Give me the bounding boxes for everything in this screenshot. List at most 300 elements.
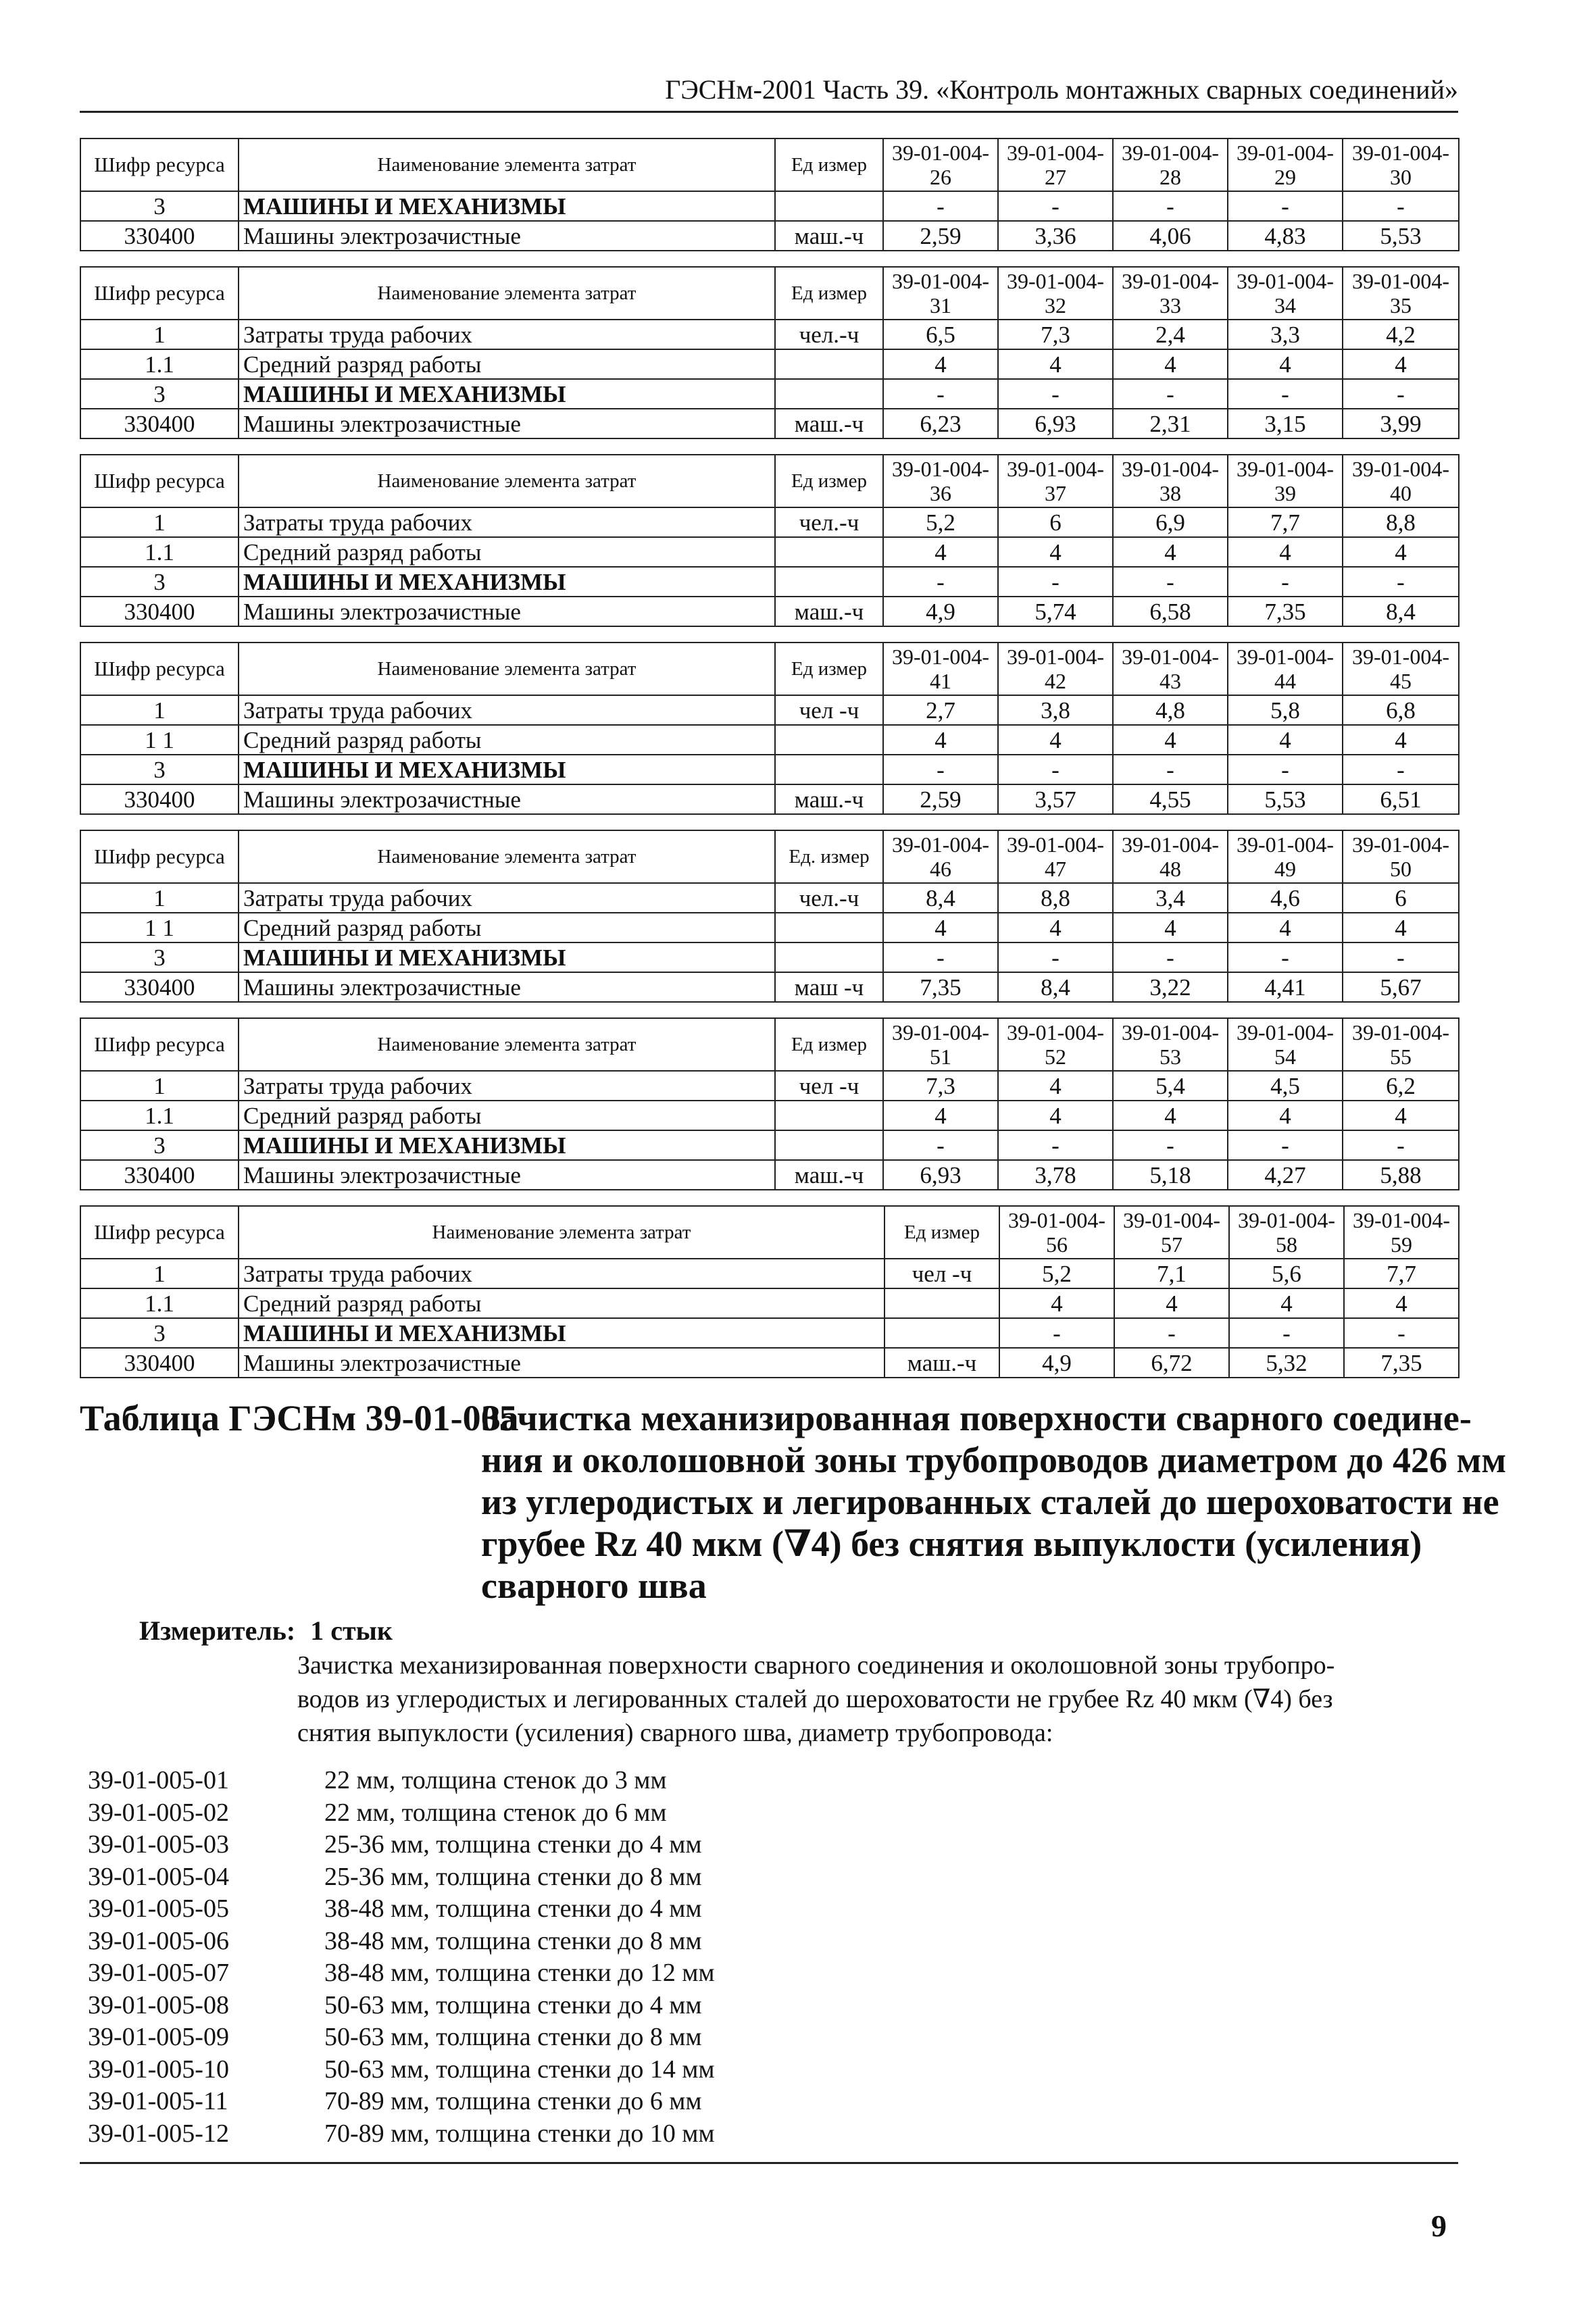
element-name-cell: МАШИНЫ И МЕХАНИЗМЫ xyxy=(239,379,775,409)
header-element-name: Наименование элемента затрат xyxy=(239,643,775,695)
header-unit: Ед измер xyxy=(775,455,883,507)
value-cell: 3,99 xyxy=(1343,409,1459,438)
element-name-cell: МАШИНЫ И МЕХАНИЗМЫ xyxy=(239,1130,775,1160)
value-cell: 4,5 xyxy=(1228,1071,1343,1101)
value-cell: - xyxy=(1228,1130,1343,1160)
value-cell: 4 xyxy=(1114,1288,1229,1318)
unit-cell xyxy=(775,913,883,942)
value-cell: 5,53 xyxy=(1228,784,1343,814)
value-cell: 4 xyxy=(1343,913,1459,942)
header-resource-code: Шифр ресурса xyxy=(80,139,239,191)
resource-code-cell: 1 1 xyxy=(80,913,239,942)
header-norm-code: 39-01-004-31 xyxy=(883,267,998,320)
value-cell: 4 xyxy=(998,537,1113,567)
table-header-row xyxy=(80,139,1459,191)
value-cell: 4 xyxy=(998,1101,1113,1130)
value-cell: - xyxy=(1228,191,1343,221)
table-row xyxy=(80,1288,1459,1318)
item-text: 38-48 мм, толщина стенки до 4 мм xyxy=(324,1894,702,1923)
header-norm-code: 39-01-004-52 xyxy=(998,1018,1113,1071)
value-cell: 4 xyxy=(1228,537,1343,567)
bottom-rule xyxy=(80,2162,1458,2164)
value-cell: 5,2 xyxy=(883,507,998,537)
value-cell: 4 xyxy=(998,349,1113,379)
description-line: Зачистка механизированная поверхности сварного соединения и околошовной зоны трубопро- xyxy=(297,1651,1335,1680)
header-norm-code: 39-01-004-34 xyxy=(1228,267,1343,320)
table-row xyxy=(80,507,1459,537)
value-cell: 3,36 xyxy=(998,221,1113,251)
table-row xyxy=(80,883,1459,913)
value-cell: 4 xyxy=(1343,1101,1459,1130)
header-norm-code: 39-01-004-46 xyxy=(883,830,998,883)
table-row xyxy=(80,784,1459,814)
table-row xyxy=(80,755,1459,784)
table-row xyxy=(80,1259,1459,1288)
resource-code-cell: 1 xyxy=(80,883,239,913)
value-cell: 3,15 xyxy=(1228,409,1343,438)
header-norm-code: 39-01-004-48 xyxy=(1113,830,1228,883)
section-title-line: из углеродистых и легированных сталей до шероховатости не xyxy=(481,1482,1499,1522)
item-code: 39-01-005-09 xyxy=(88,2023,229,2051)
value-cell: - xyxy=(1228,755,1343,784)
unit-cell xyxy=(775,942,883,972)
table-row xyxy=(80,913,1459,942)
resource-code-cell: 330400 xyxy=(80,1160,239,1190)
table-header-row xyxy=(80,1206,1459,1259)
value-cell: 5,74 xyxy=(998,597,1113,626)
value-cell: 2,59 xyxy=(883,221,998,251)
element-name-cell: Средний разряд работы xyxy=(239,1288,884,1318)
header-norm-code: 39-01-004-54 xyxy=(1228,1018,1343,1071)
element-name-cell: Машины электрозачистные xyxy=(239,221,775,251)
value-cell: 4 xyxy=(998,725,1113,755)
unit-cell xyxy=(775,1101,883,1130)
running-header-title: ГЭСНм-2001 Часть 39. «Контроль монтажных сварных соединений» xyxy=(665,74,1458,105)
header-unit: Ед. измер xyxy=(775,830,883,883)
value-cell: 5,8 xyxy=(1228,695,1343,725)
value-cell: 6,23 xyxy=(883,409,998,438)
value-cell: 7,3 xyxy=(998,320,1113,349)
value-cell: 6,2 xyxy=(1343,1071,1459,1101)
unit-cell: чел -ч xyxy=(775,1071,883,1101)
value-cell: 4,06 xyxy=(1113,221,1228,251)
header-norm-code: 39-01-004-40 xyxy=(1343,455,1459,507)
header-norm-code: 39-01-004-44 xyxy=(1228,643,1343,695)
value-cell: 7,7 xyxy=(1344,1259,1459,1288)
measure-label: Измеритель: xyxy=(139,1615,296,1646)
unit-cell: маш.-ч xyxy=(775,409,883,438)
value-cell: 6,5 xyxy=(883,320,998,349)
value-cell: - xyxy=(1343,942,1459,972)
table-row xyxy=(80,942,1459,972)
header-norm-code: 39-01-004-51 xyxy=(883,1018,998,1071)
header-element-name: Наименование элемента затрат xyxy=(239,267,775,320)
table-row xyxy=(80,349,1459,379)
list-item xyxy=(80,1893,1458,1926)
value-cell: 5,6 xyxy=(1229,1259,1344,1288)
value-cell: 4 xyxy=(1113,349,1228,379)
unit-cell xyxy=(775,379,883,409)
table-row xyxy=(80,1318,1459,1348)
header-norm-code: 39-01-004-50 xyxy=(1343,830,1459,883)
header-norm-code: 39-01-004-55 xyxy=(1343,1018,1459,1071)
list-item xyxy=(80,2054,1458,2086)
value-cell: - xyxy=(883,191,998,221)
element-name-cell: Затраты труда рабочих xyxy=(239,507,775,537)
value-cell: - xyxy=(1228,379,1343,409)
value-cell: 4 xyxy=(1113,913,1228,942)
value-cell: 5,2 xyxy=(999,1259,1114,1288)
header-norm-code: 39-01-004-43 xyxy=(1113,643,1228,695)
header-resource-code: Шифр ресурса xyxy=(80,267,239,320)
element-name-cell: Средний разряд работы xyxy=(239,537,775,567)
value-cell: 6,72 xyxy=(1114,1348,1229,1378)
table-row xyxy=(80,567,1459,597)
value-cell: - xyxy=(998,755,1113,784)
section-title-line: грубее Rz 40 мкм (∇4) без снятия выпуклости (усиления) xyxy=(481,1524,1422,1564)
value-cell: 5,67 xyxy=(1343,972,1459,1002)
section-title xyxy=(481,1397,1507,1607)
table-header-row xyxy=(80,643,1459,695)
resource-tables xyxy=(80,138,1458,1393)
item-code: 39-01-005-06 xyxy=(88,1926,229,1955)
list-item xyxy=(80,1829,1458,1861)
value-cell: 5,4 xyxy=(1113,1071,1228,1101)
table-row xyxy=(80,1101,1459,1130)
unit-cell: чел -ч xyxy=(884,1259,999,1288)
value-cell: 8,4 xyxy=(1343,597,1459,626)
item-text: 50-63 мм, толщина стенки до 4 мм xyxy=(324,1990,702,2019)
table-header-row xyxy=(80,455,1459,507)
table-row xyxy=(80,972,1459,1002)
header-norm-code: 39-01-004-27 xyxy=(998,139,1113,191)
value-cell: 5,53 xyxy=(1343,221,1459,251)
value-cell: 4 xyxy=(1113,725,1228,755)
header-norm-code: 39-01-004-26 xyxy=(883,139,998,191)
unit-cell xyxy=(884,1318,999,1348)
resource-code-cell: 3 xyxy=(80,942,239,972)
value-cell: 5,18 xyxy=(1113,1160,1228,1190)
table-header-row xyxy=(80,830,1459,883)
value-cell: - xyxy=(998,942,1113,972)
description-line: снятия выпуклости (усиления) сварного шва, диаметр трубопровода: xyxy=(297,1719,1053,1747)
value-cell: 5,88 xyxy=(1343,1160,1459,1190)
value-cell: 3,78 xyxy=(998,1160,1113,1190)
value-cell: 4 xyxy=(999,1288,1114,1318)
table-row xyxy=(80,409,1459,438)
value-cell: - xyxy=(1113,567,1228,597)
value-cell: 4 xyxy=(1344,1288,1459,1318)
item-text: 25-36 мм, толщина стенки до 8 мм xyxy=(324,1862,702,1891)
header-unit: Ед измер xyxy=(775,1018,883,1071)
value-cell: 4,9 xyxy=(999,1348,1114,1378)
value-cell: - xyxy=(1228,567,1343,597)
element-name-cell: Средний разряд работы xyxy=(239,913,775,942)
table-row xyxy=(80,320,1459,349)
value-cell: 4 xyxy=(1113,1101,1228,1130)
element-name-cell: Машины электрозачистные xyxy=(239,1160,775,1190)
element-name-cell: МАШИНЫ И МЕХАНИЗМЫ xyxy=(239,1318,884,1348)
item-text: 22 мм, толщина стенок до 6 мм xyxy=(324,1798,667,1827)
table-row xyxy=(80,597,1459,626)
unit-cell: маш.-ч xyxy=(775,221,883,251)
value-cell: 4 xyxy=(883,913,998,942)
page-number: 9 xyxy=(1431,2209,1447,2243)
item-text: 22 мм, толщина стенок до 3 мм xyxy=(324,1766,667,1794)
value-cell: 6,58 xyxy=(1113,597,1228,626)
table-row xyxy=(80,725,1459,755)
element-name-cell: Затраты труда рабочих xyxy=(239,1259,884,1288)
value-cell: 4 xyxy=(1228,913,1343,942)
resource-code-cell: 1.1 xyxy=(80,1101,239,1130)
item-code: 39-01-005-08 xyxy=(88,1990,229,2019)
table-row xyxy=(80,379,1459,409)
resource-code-cell: 1 1 xyxy=(80,725,239,755)
value-cell: - xyxy=(1113,942,1228,972)
element-name-cell: Средний разряд работы xyxy=(239,725,775,755)
header-norm-code: 39-01-004-56 xyxy=(999,1206,1114,1259)
list-item xyxy=(80,1861,1458,1894)
resource-code-cell: 1 xyxy=(80,695,239,725)
table-header-row xyxy=(80,1018,1459,1071)
table-row xyxy=(80,1348,1459,1378)
item-text: 70-89 мм, толщина стенки до 10 мм xyxy=(324,2119,715,2148)
element-name-cell: Машины электрозачистные xyxy=(239,784,775,814)
header-resource-code: Шифр ресурса xyxy=(80,830,239,883)
header-resource-code: Шифр ресурса xyxy=(80,455,239,507)
value-cell: 3,3 xyxy=(1228,320,1343,349)
section-title-line: Зачистка механизированная поверхности сварного соедине- xyxy=(481,1398,1472,1438)
item-text: 50-63 мм, толщина стенки до 14 мм xyxy=(324,2055,715,2084)
unit-cell: маш.-ч xyxy=(775,784,883,814)
value-cell: - xyxy=(883,942,998,972)
unit-cell: чел.-ч xyxy=(775,883,883,913)
list-item xyxy=(80,2021,1458,2054)
header-norm-code: 39-01-004-35 xyxy=(1343,267,1459,320)
resource-code-cell: 330400 xyxy=(80,1348,239,1378)
element-name-cell: МАШИНЫ И МЕХАНИЗМЫ xyxy=(239,567,775,597)
unit-cell: маш.-ч xyxy=(884,1348,999,1378)
value-cell: 4,9 xyxy=(883,597,998,626)
value-cell: - xyxy=(883,1130,998,1160)
value-cell: 4 xyxy=(1343,349,1459,379)
value-cell: 4 xyxy=(1228,725,1343,755)
item-code: 39-01-005-01 xyxy=(88,1766,229,1794)
value-cell: 7,35 xyxy=(1344,1348,1459,1378)
value-cell: 6,93 xyxy=(883,1160,998,1190)
header-norm-code: 39-01-004-47 xyxy=(998,830,1113,883)
resource-code-cell: 330400 xyxy=(80,409,239,438)
value-cell: 4 xyxy=(1113,537,1228,567)
header-element-name: Наименование элемента затрат xyxy=(239,830,775,883)
measure-value: 1 стык xyxy=(310,1615,393,1646)
resource-table xyxy=(80,1205,1460,1378)
value-cell: 4 xyxy=(883,537,998,567)
unit-cell: маш.-ч xyxy=(775,597,883,626)
item-code: 39-01-005-10 xyxy=(88,2055,229,2084)
resource-table xyxy=(80,138,1460,251)
element-name-cell: Затраты труда рабочих xyxy=(239,320,775,349)
header-norm-code: 39-01-004-38 xyxy=(1113,455,1228,507)
resource-table xyxy=(80,454,1460,627)
value-cell: 4 xyxy=(1343,537,1459,567)
item-code: 39-01-005-04 xyxy=(88,1862,229,1891)
value-cell: - xyxy=(1114,1318,1229,1348)
section-title-line: ния и околошовной зоны трубопроводов диаметром до 426 мм xyxy=(481,1440,1507,1480)
resource-table xyxy=(80,266,1460,439)
value-cell: 4 xyxy=(1343,725,1459,755)
value-cell: 6,8 xyxy=(1343,695,1459,725)
unit-cell xyxy=(775,755,883,784)
value-cell: 7,7 xyxy=(1228,507,1343,537)
element-name-cell: Затраты труда рабочих xyxy=(239,1071,775,1101)
header-norm-code: 39-01-004-42 xyxy=(998,643,1113,695)
header-element-name: Наименование элемента затрат xyxy=(239,1206,884,1259)
value-cell: 4 xyxy=(1229,1288,1344,1318)
value-cell: 8,8 xyxy=(1343,507,1459,537)
header-norm-code: 39-01-004-36 xyxy=(883,455,998,507)
item-text: 38-48 мм, толщина стенки до 12 мм xyxy=(324,1959,715,1987)
table-row xyxy=(80,695,1459,725)
element-name-cell: Затраты труда рабочих xyxy=(239,695,775,725)
value-cell: 4 xyxy=(883,1101,998,1130)
item-text: 50-63 мм, толщина стенки до 8 мм xyxy=(324,2023,702,2051)
element-name-cell: МАШИНЫ И МЕХАНИЗМЫ xyxy=(239,942,775,972)
value-cell: 4 xyxy=(883,725,998,755)
value-cell: 2,7 xyxy=(883,695,998,725)
value-cell: 4,41 xyxy=(1228,972,1343,1002)
value-cell: 4,27 xyxy=(1228,1160,1343,1190)
unit-cell: чел.-ч xyxy=(775,507,883,537)
value-cell: 8,4 xyxy=(883,883,998,913)
value-cell: 4 xyxy=(1228,349,1343,379)
unit-cell xyxy=(775,191,883,221)
table-row xyxy=(80,1071,1459,1101)
unit-cell xyxy=(775,1130,883,1160)
table-header-row xyxy=(80,267,1459,320)
resource-code-cell: 1 xyxy=(80,1259,239,1288)
list-item xyxy=(80,2118,1458,2150)
table-row xyxy=(80,1160,1459,1190)
resource-code-cell: 3 xyxy=(80,755,239,784)
value-cell: - xyxy=(1113,191,1228,221)
value-cell: 6 xyxy=(1343,883,1459,913)
item-text: 25-36 мм, толщина стенки до 4 мм xyxy=(324,1830,702,1859)
header-norm-code: 39-01-004-33 xyxy=(1113,267,1228,320)
description-line: водов из углеродистых и легированных сталей до шероховатости не грубее Rz 40 мкм (∇4) без xyxy=(297,1685,1333,1713)
value-cell: 8,8 xyxy=(998,883,1113,913)
header-element-name: Наименование элемента затрат xyxy=(239,1018,775,1071)
header-norm-code: 39-01-004-30 xyxy=(1343,139,1459,191)
list-item xyxy=(80,1765,1458,1797)
value-cell: 2,4 xyxy=(1113,320,1228,349)
value-cell: 6,51 xyxy=(1343,784,1459,814)
element-name-cell: Машины электрозачистные xyxy=(239,409,775,438)
value-cell: - xyxy=(1343,1130,1459,1160)
value-cell: 4,8 xyxy=(1113,695,1228,725)
value-cell: 5,32 xyxy=(1229,1348,1344,1378)
value-cell: - xyxy=(998,567,1113,597)
value-cell: - xyxy=(1229,1318,1344,1348)
element-name-cell: Средний разряд работы xyxy=(239,1101,775,1130)
header-element-name: Наименование элемента затрат xyxy=(239,455,775,507)
table-row xyxy=(80,191,1459,221)
item-code: 39-01-005-11 xyxy=(88,2087,228,2115)
header-unit: Ед измер xyxy=(884,1206,999,1259)
header-unit: Ед измер xyxy=(775,643,883,695)
value-cell: 4,6 xyxy=(1228,883,1343,913)
table-row xyxy=(80,221,1459,251)
header-norm-code: 39-01-004-49 xyxy=(1228,830,1343,883)
unit-cell xyxy=(775,567,883,597)
value-cell: 3,57 xyxy=(998,784,1113,814)
value-cell: 4 xyxy=(998,1071,1113,1101)
value-cell: - xyxy=(1343,755,1459,784)
value-cell: 4,55 xyxy=(1113,784,1228,814)
value-cell: - xyxy=(998,379,1113,409)
value-cell: 2,59 xyxy=(883,784,998,814)
list-item xyxy=(80,1797,1458,1830)
norm-item-list xyxy=(80,1765,1458,2150)
resource-code-cell: 3 xyxy=(80,191,239,221)
value-cell: - xyxy=(1343,379,1459,409)
resource-code-cell: 1.1 xyxy=(80,1288,239,1318)
unit-cell xyxy=(775,349,883,379)
value-cell: - xyxy=(1113,755,1228,784)
header-norm-code: 39-01-004-53 xyxy=(1113,1018,1228,1071)
value-cell: 4 xyxy=(1228,1101,1343,1130)
element-name-cell: Машины электрозачистные xyxy=(239,1348,884,1378)
header-norm-code: 39-01-004-57 xyxy=(1114,1206,1229,1259)
header-norm-code: 39-01-004-59 xyxy=(1344,1206,1459,1259)
value-cell: - xyxy=(998,1130,1113,1160)
header-element-name: Наименование элемента затрат xyxy=(239,139,775,191)
value-cell: 6,93 xyxy=(998,409,1113,438)
table-row xyxy=(80,537,1459,567)
unit-cell xyxy=(775,725,883,755)
list-item xyxy=(80,2086,1458,2118)
element-name-cell: Машины электрозачистные xyxy=(239,972,775,1002)
header-unit: Ед измер xyxy=(775,139,883,191)
item-code: 39-01-005-02 xyxy=(88,1798,229,1827)
value-cell: 8,4 xyxy=(998,972,1113,1002)
resource-code-cell: 3 xyxy=(80,1130,239,1160)
header-norm-code: 39-01-004-37 xyxy=(998,455,1113,507)
resource-table xyxy=(80,642,1460,815)
unit-cell: маш -ч xyxy=(775,972,883,1002)
unit-cell xyxy=(775,537,883,567)
resource-code-cell: 3 xyxy=(80,567,239,597)
item-code: 39-01-005-05 xyxy=(88,1894,229,1923)
item-code: 39-01-005-07 xyxy=(88,1959,229,1987)
value-cell: - xyxy=(883,755,998,784)
unit-cell: чел.-ч xyxy=(775,320,883,349)
value-cell: 4 xyxy=(998,913,1113,942)
value-cell: - xyxy=(1113,1130,1228,1160)
value-cell: 4,83 xyxy=(1228,221,1343,251)
header-norm-code: 39-01-004-45 xyxy=(1343,643,1459,695)
list-item xyxy=(80,1990,1458,2022)
element-name-cell: МАШИНЫ И МЕХАНИЗМЫ xyxy=(239,191,775,221)
element-name-cell: Затраты труда рабочих xyxy=(239,883,775,913)
value-cell: 7,35 xyxy=(1228,597,1343,626)
header-norm-code: 39-01-004-39 xyxy=(1228,455,1343,507)
value-cell: - xyxy=(1344,1318,1459,1348)
value-cell: - xyxy=(883,379,998,409)
header-norm-code: 39-01-004-41 xyxy=(883,643,998,695)
value-cell: 6,9 xyxy=(1113,507,1228,537)
table-row xyxy=(80,1130,1459,1160)
